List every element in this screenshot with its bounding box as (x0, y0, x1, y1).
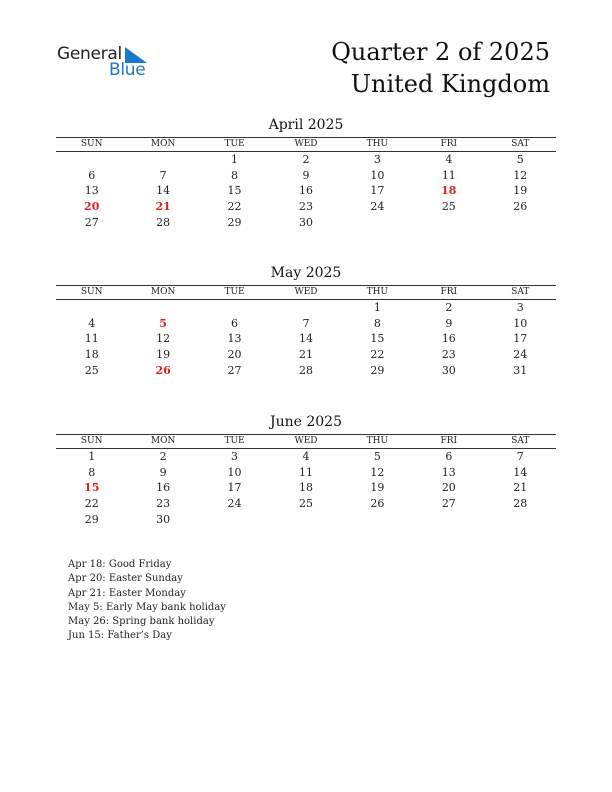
day-cell: 2 (445, 301, 453, 314)
week-row (56, 300, 556, 316)
month-may (56, 264, 556, 379)
day-cell: 5 (159, 316, 167, 330)
day-cell: 5 (373, 450, 381, 463)
day-cell: 2 (302, 153, 310, 166)
day-cell: 11 (298, 465, 313, 479)
week-row (56, 316, 556, 332)
empty-day-cell (485, 512, 556, 528)
calendar-grid (56, 434, 556, 528)
day-cell: 24 (513, 348, 528, 362)
day-cell: 17 (513, 332, 528, 346)
week-row (56, 183, 556, 199)
empty-day-cell (127, 152, 198, 168)
day-cell: 15 (84, 481, 100, 495)
day-cell: 12 (156, 332, 171, 346)
day-cell: 13 (84, 184, 99, 198)
day-cell: 28 (156, 215, 171, 229)
day-cell: 23 (156, 497, 171, 511)
weekday-label: FRI (413, 435, 484, 449)
day-cell: 31 (513, 363, 528, 377)
day-cell: 30 (156, 512, 171, 526)
day-cell: 9 (445, 316, 453, 330)
day-cell: 23 (441, 348, 456, 362)
day-cell: 3 (231, 450, 239, 463)
holiday-note: Apr 20: Easter Sunday (68, 573, 183, 585)
month-april (56, 116, 556, 231)
day-cell: 13 (227, 332, 242, 346)
day-cell: 20 (84, 200, 100, 214)
day-cell: 29 (84, 512, 99, 526)
day-cell: 13 (441, 465, 456, 479)
week-row (56, 215, 556, 231)
empty-day-cell (127, 300, 198, 316)
day-cell: 24 (370, 200, 385, 214)
day-cell: 5 (516, 153, 524, 166)
week-row (56, 465, 556, 481)
day-cell: 15 (370, 332, 385, 346)
day-cell: 8 (88, 465, 96, 479)
week-row (56, 331, 556, 347)
empty-day-cell (270, 512, 341, 528)
day-cell: 24 (227, 497, 242, 511)
day-cell: 3 (516, 301, 524, 314)
day-cell: 19 (513, 184, 528, 198)
week-row (56, 199, 556, 215)
month-title: June 2025 (269, 414, 342, 430)
weekday-label: TUE (199, 435, 270, 449)
holiday-note: May 5: Early May bank holiday (68, 601, 226, 613)
day-cell: 6 (88, 168, 96, 182)
holiday-note: Apr 21: Easter Monday (68, 587, 186, 599)
day-cell: 10 (513, 316, 528, 330)
weekday-label: MON (127, 286, 198, 300)
day-cell: 16 (441, 332, 456, 346)
logo-text-blue: Blue (109, 60, 146, 80)
day-cell: 4 (445, 153, 453, 166)
day-cell: 27 (227, 363, 242, 377)
day-cell: 25 (298, 497, 313, 511)
empty-day-cell (199, 300, 270, 316)
day-cell: 10 (227, 465, 242, 479)
month-title: May 2025 (270, 265, 342, 281)
day-cell: 15 (227, 184, 242, 198)
day-cell: 20 (441, 481, 456, 495)
day-cell: 11 (84, 332, 99, 346)
day-cell: 6 (231, 316, 239, 330)
weekday-header-row (56, 435, 556, 449)
weekday-label: MON (127, 435, 198, 449)
day-cell: 28 (513, 497, 528, 511)
day-cell: 14 (156, 184, 171, 198)
day-cell: 4 (302, 450, 310, 463)
weekday-label: WED (270, 286, 341, 300)
weekday-label: MON (127, 138, 198, 152)
empty-day-cell (413, 512, 484, 528)
week-row (56, 480, 556, 496)
day-cell: 11 (441, 168, 456, 182)
week-row (56, 449, 556, 465)
weekday-label: THU (342, 286, 413, 300)
weekday-label: SUN (56, 138, 127, 152)
day-cell: 26 (370, 497, 385, 511)
weekday-label: SAT (485, 286, 556, 300)
empty-day-cell (199, 512, 270, 528)
day-cell: 14 (513, 465, 528, 479)
empty-day-cell (56, 300, 127, 316)
empty-day-cell (270, 300, 341, 316)
day-cell: 1 (231, 153, 239, 166)
day-cell: 29 (370, 363, 385, 377)
page-title (331, 36, 550, 100)
weekday-label: SUN (56, 435, 127, 449)
day-cell: 22 (84, 497, 99, 511)
title-country: United Kingdom (350, 70, 550, 98)
weekday-label: WED (270, 138, 341, 152)
day-cell: 25 (84, 363, 99, 377)
weekday-label: THU (342, 138, 413, 152)
day-cell: 22 (370, 348, 385, 362)
weekday-header-row (56, 138, 556, 152)
weekday-label: SAT (485, 138, 556, 152)
day-cell: 18 (441, 184, 457, 198)
holiday-note: Apr 18: Good Friday (68, 559, 172, 570)
day-cell: 1 (88, 450, 96, 463)
empty-day-cell (485, 215, 556, 231)
day-cell: 28 (298, 363, 313, 377)
weekday-label: SAT (485, 435, 556, 449)
day-cell: 25 (441, 200, 456, 214)
day-cell: 1 (373, 301, 381, 314)
day-cell: 21 (513, 481, 528, 495)
empty-day-cell (56, 152, 127, 168)
day-cell: 16 (156, 481, 171, 495)
day-cell: 18 (84, 348, 99, 362)
day-cell: 26 (513, 200, 528, 214)
calendar-grid (56, 137, 556, 231)
day-cell: 9 (159, 465, 167, 479)
logo-text-general: General (57, 44, 122, 64)
day-cell: 7 (159, 168, 167, 182)
day-cell: 7 (302, 316, 310, 330)
empty-day-cell (342, 215, 413, 231)
empty-day-cell (342, 512, 413, 528)
week-row (56, 168, 556, 184)
day-cell: 12 (513, 168, 528, 182)
day-cell: 19 (370, 481, 385, 495)
weekday-label: TUE (199, 138, 270, 152)
day-cell: 17 (370, 184, 385, 198)
week-row (56, 512, 556, 528)
day-cell: 8 (231, 168, 239, 182)
month-title: April 2025 (268, 117, 344, 133)
weekday-label: SUN (56, 286, 127, 300)
day-cell: 7 (516, 450, 524, 463)
day-cell: 9 (302, 168, 310, 182)
holiday-notes (68, 558, 226, 644)
day-cell: 27 (84, 215, 99, 229)
weekday-label: FRI (413, 138, 484, 152)
month-june (56, 413, 556, 528)
day-cell: 21 (155, 200, 171, 214)
day-cell: 3 (373, 153, 381, 166)
day-cell: 27 (441, 497, 456, 511)
weekday-label: WED (270, 435, 341, 449)
day-cell: 29 (227, 215, 242, 229)
week-row (56, 152, 556, 168)
day-cell: 20 (227, 348, 242, 362)
day-cell: 30 (441, 363, 456, 377)
day-cell: 23 (298, 200, 313, 214)
day-cell: 18 (298, 481, 313, 495)
week-row (56, 496, 556, 512)
day-cell: 8 (373, 316, 381, 330)
day-cell: 21 (298, 348, 313, 362)
day-cell: 6 (445, 450, 453, 463)
day-cell: 4 (88, 316, 96, 330)
week-row (56, 363, 556, 379)
holiday-note: Jun 15: Father’s Day (68, 630, 172, 642)
week-row (56, 347, 556, 363)
weekday-label: THU (342, 435, 413, 449)
day-cell: 2 (159, 450, 167, 463)
day-cell: 17 (227, 481, 242, 495)
day-cell: 22 (227, 200, 242, 214)
empty-day-cell (413, 215, 484, 231)
generalblue-logo (57, 44, 157, 84)
day-cell: 12 (370, 465, 385, 479)
weekday-label: TUE (199, 286, 270, 300)
day-cell: 30 (298, 215, 313, 229)
calendar-grid (56, 285, 556, 379)
day-cell: 14 (298, 332, 313, 346)
day-cell: 26 (155, 363, 171, 377)
weekday-label: FRI (413, 286, 484, 300)
day-cell: 16 (298, 184, 313, 198)
holiday-note: May 26: Spring bank holiday (68, 616, 215, 628)
weekday-header-row (56, 286, 556, 300)
title-quarter: Quarter 2 of 2025 (331, 38, 550, 66)
day-cell: 10 (370, 168, 385, 182)
day-cell: 19 (156, 348, 171, 362)
